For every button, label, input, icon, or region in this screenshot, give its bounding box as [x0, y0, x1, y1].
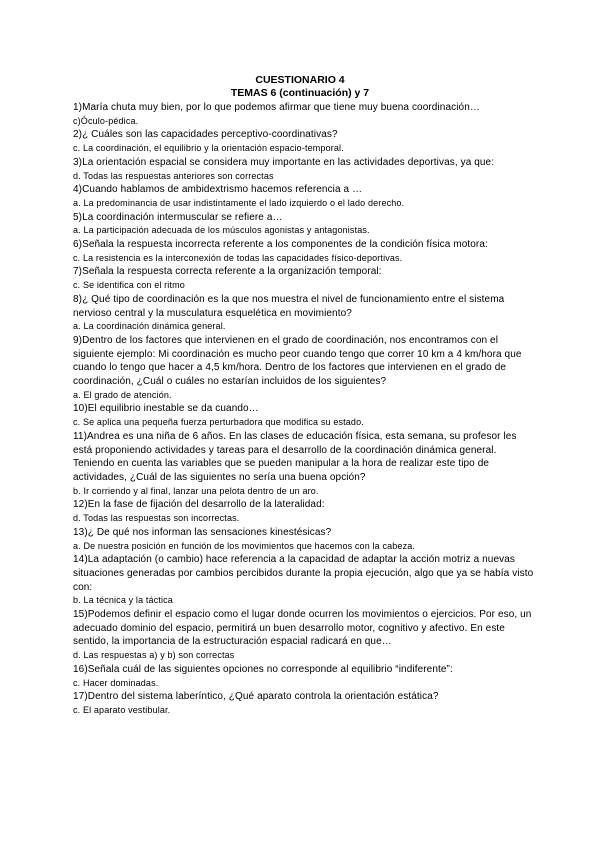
questionnaire-content	[73, 101, 535, 718]
answer-text: a. El grado de atención.	[73, 389, 172, 400]
answer-text: c. Hacer dominadas.	[73, 677, 159, 688]
question-text: 13)¿ De qué nos informan las sensaciones kinestésicas?	[73, 526, 332, 538]
question-item	[73, 526, 535, 553]
question-text: 15)Podemos definir el espacio como el lugar donde ocurren los movimientos o ejercicios. Por eso, un adecuado dominio del espacio, permitirá un buen desarrollo motor, cognitivo y afectivo. En este sentido, la importancia de la estructuración espacial radicará en que…	[73, 609, 532, 648]
question-text: 2)¿ Cuáles son las capacidades perceptivo-coordinativas?	[73, 129, 338, 141]
document-subtitle: TEMAS 6 (continuación) y 7	[230, 87, 370, 99]
question-item	[73, 608, 535, 663]
question-item	[73, 498, 535, 525]
answer-text: c. El aparato vestibular.	[73, 704, 171, 715]
question-text: 11)Andrea es una niña de 6 años. En las clases de educación física, esta semana, su profesor les está proponiendo actividades y tareas para el desarrollo de la coordinación dinámica general. Teniendo en cuenta las variables que se pueden manipular a la hora de realizar este tipo de actividades, ¿Cuál de las siguientes no sería una buena opción?	[73, 430, 517, 483]
answer-text: c. Se identifica con el ritmo	[73, 280, 185, 291]
answer-text: a. De nuestra posición en función de los movimientos que hacemos con la cabeza.	[73, 540, 416, 551]
question-text: 9)Dentro de los factores que intervienen en el grado de coordinación, nos encontramos con el siguiente ejemplo: Mi coordinación es mucho peor cuando tengo que correr 10 km a 4 km/hora que cuando lo tengo que hacer a 4,5 km/hora. Dentro de los factores que intervienen en el grado de coordinación, ¿Cuál o cuáles no estarían incluidos de los siguientes?	[73, 334, 522, 388]
question-item	[73, 156, 535, 183]
answer-text: c. La coordinación, el equilibrio y la orientación espacio-temporal.	[73, 143, 344, 154]
question-item	[73, 334, 535, 403]
question-item	[73, 690, 535, 717]
question-text: 5)La coordinación intermuscular se refiere a…	[73, 211, 283, 223]
answer-text: d. Todas las respuestas son incorrectas.	[73, 513, 240, 524]
answer-text: c. La resistencia es la interconexión de todas las capacidades físico-deportivas.	[73, 252, 403, 263]
answer-text: b. Ir corriendo y al final, lanzar una pelota dentro de un aro.	[73, 485, 319, 496]
question-text: 16)Señala cuál de las siguientes opciones no corresponde al equilibrio “indiferente”:	[73, 663, 453, 675]
answer-text: d. Las respuestas a) y b) son correctas	[73, 650, 235, 661]
question-text: 1)María chuta muy bien, por lo que podemos afirmar que tiene muy buena coordinación…	[73, 102, 480, 113]
answer-text: a. La participación adecuada de los músculos agonistas y antagonistas.	[73, 225, 370, 236]
question-item	[73, 101, 535, 128]
question-item	[73, 293, 535, 334]
question-text: 12)En la fase de fijación del desarrollo de la lateralidad:	[73, 499, 325, 511]
answer-text: a. La coordinación dinámica general.	[73, 321, 226, 332]
question-text: 10)El equilibrio inestable se da cuando…	[73, 403, 259, 415]
question-item	[73, 183, 535, 210]
answer-text: c. Se aplica una pequeña fuerza perturbadora que modifica su estado.	[73, 417, 364, 428]
question-text: 14)La adaptación (o cambio) hace referencia a la capacidad de adaptar la acción motriz a nuevas situaciones generadas por cambios percibidos durante la propia ejecución, algo que ya se había visto con:	[73, 554, 534, 593]
question-text: 7)Señala la respuesta correcta referente a la organización temporal:	[73, 266, 382, 278]
answer-text: c)Óculo-pédica.	[73, 115, 139, 126]
question-text: 8)¿ Qué tipo de coordinación es la que nos muestra el nivel de funcionamiento entre el sistema nervioso central y la musculatura esquelética en movimiento?	[73, 293, 505, 319]
question-text: 17)Dentro del sistema laberíntico, ¿Qué aparato controla la orientación estática?	[73, 691, 439, 703]
question-item	[73, 553, 535, 608]
question-item	[73, 402, 535, 429]
answer-text: b. La técnica y la táctica	[73, 595, 173, 606]
answer-text: a. La predominancia de usar indistintamente el lado izquierdo o el lado derecho.	[73, 197, 405, 208]
question-text: 3)La orientación espacial se considera muy importante en las actividades deportivas, ya que:	[73, 156, 495, 168]
question-item	[73, 238, 535, 265]
question-item	[73, 663, 535, 690]
question-item	[73, 265, 535, 292]
question-item	[73, 430, 535, 499]
document-title: CUESTIONARIO 4	[255, 74, 345, 86]
answer-text: d. Todas las respuestas anteriores son correctas	[73, 170, 274, 181]
question-text: 4)Cuando hablamos de ambidextrismo hacemos referencia a …	[73, 184, 363, 196]
question-item	[73, 211, 535, 238]
question-item	[73, 128, 535, 155]
question-text: 6)Señala la respuesta incorrecta referente a los componentes de la condición física motora:	[73, 239, 488, 251]
